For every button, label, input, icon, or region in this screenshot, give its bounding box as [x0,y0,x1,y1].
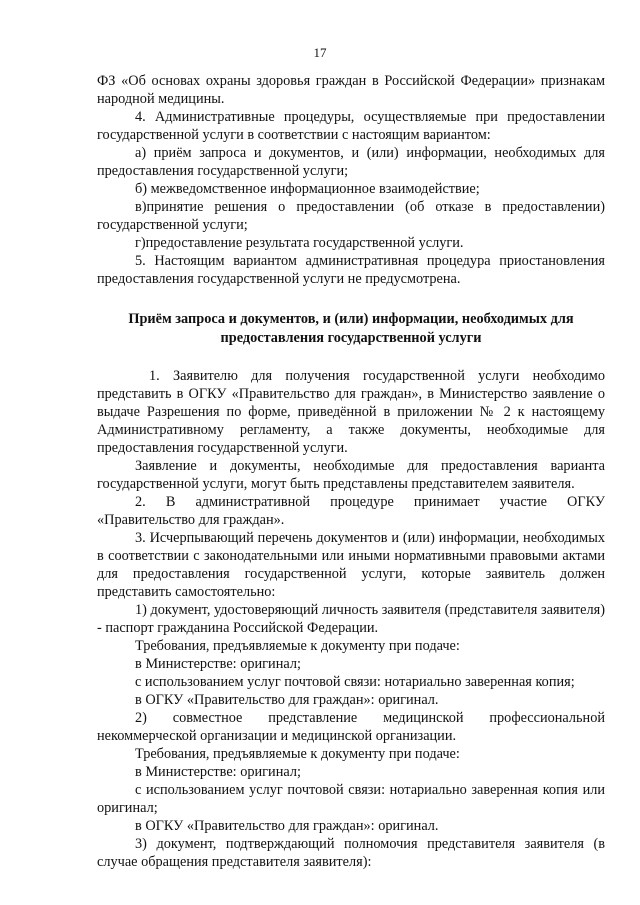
list-item: б) межведомственное информационное взаимодействие; [135,181,480,197]
paragraph: 5. Настоящим вариантом административная процедура приостановления предоставления государственной услуги не предусмотрена. [97,253,605,287]
paragraph: ФЗ «Об основах охраны здоровья граждан в Российской Федерации» признакам народной медицины. [97,73,605,107]
paragraph: в ОГКУ «Правительство для граждан»: оригинал. [135,692,439,708]
list-item: 1) документ, удостоверяющий личность заявителя (представителя заявителя) - паспорт гражданина Российской Федерации. [97,602,605,636]
section-heading: Приём запроса и документов, и (или) информации, необходимых для предоставления государственной услуги [128,311,574,346]
list-item: 3) документ, подтверждающий полномочия представителя заявителя (в случае обращения представителя заявителя): [97,836,605,870]
list-item: г)предоставление результата государственной услуги. [135,235,464,251]
paragraph: 1. Заявителю для получения государственной услуги необходимо представить в ОГКУ «Правительство для граждан», в Министерство заявление о выдаче Разрешения по форме, приведённой в приложении № 2 к настоящему Административному регламенту, а также документы, необходимые для предоставления государственной услуги. [97,368,605,456]
paragraph: Требования, предъявляемые к документу при подаче: [135,746,460,762]
paragraph: 3. Исчерпывающий перечень документов и (или) информации, необходимых в соответствии с законодательными или иными нормативными правовыми актами для предоставления государственной услуги, которые заявитель должен представить самостоятельно: [97,530,605,600]
paragraph: в ОГКУ «Правительство для граждан»: оригинал. [135,818,439,834]
paragraph: Требования, предъявляемые к документу при подаче: [135,638,460,654]
paragraph: с использованием услуг почтовой связи: нотариально заверенная копия; [135,674,575,690]
paragraph: Заявление и документы, необходимые для предоставления варианта государственной услуги, могут быть представлены представителем заявителя. [97,458,605,492]
paragraph: 4. Административные процедуры, осуществляемые при предоставлении государственной услуги в соответствии с настоящим вариантом: [97,109,605,143]
list-item: в)принятие решения о предоставлении (об отказе в предоставлении) государственной услуги; [97,199,605,233]
list-item: а) приём запроса и документов, и (или) информации, необходимых для предоставления государственной услуги; [97,145,605,179]
list-item: 2) совместное представление медицинской профессиональной некоммерческой организации и медицинской организации. [97,710,605,744]
page-number: 17 [313,45,327,60]
paragraph: в Министерстве: оригинал; [135,764,301,780]
paragraph: с использованием услуг почтовой связи: нотариально заверенная копия или оригинал; [97,782,605,816]
paragraph: 2. В административной процедуре принимает участие ОГКУ «Правительство для граждан». [97,494,605,528]
document-body [97,72,605,871]
paragraph: в Министерстве: оригинал; [135,656,301,672]
